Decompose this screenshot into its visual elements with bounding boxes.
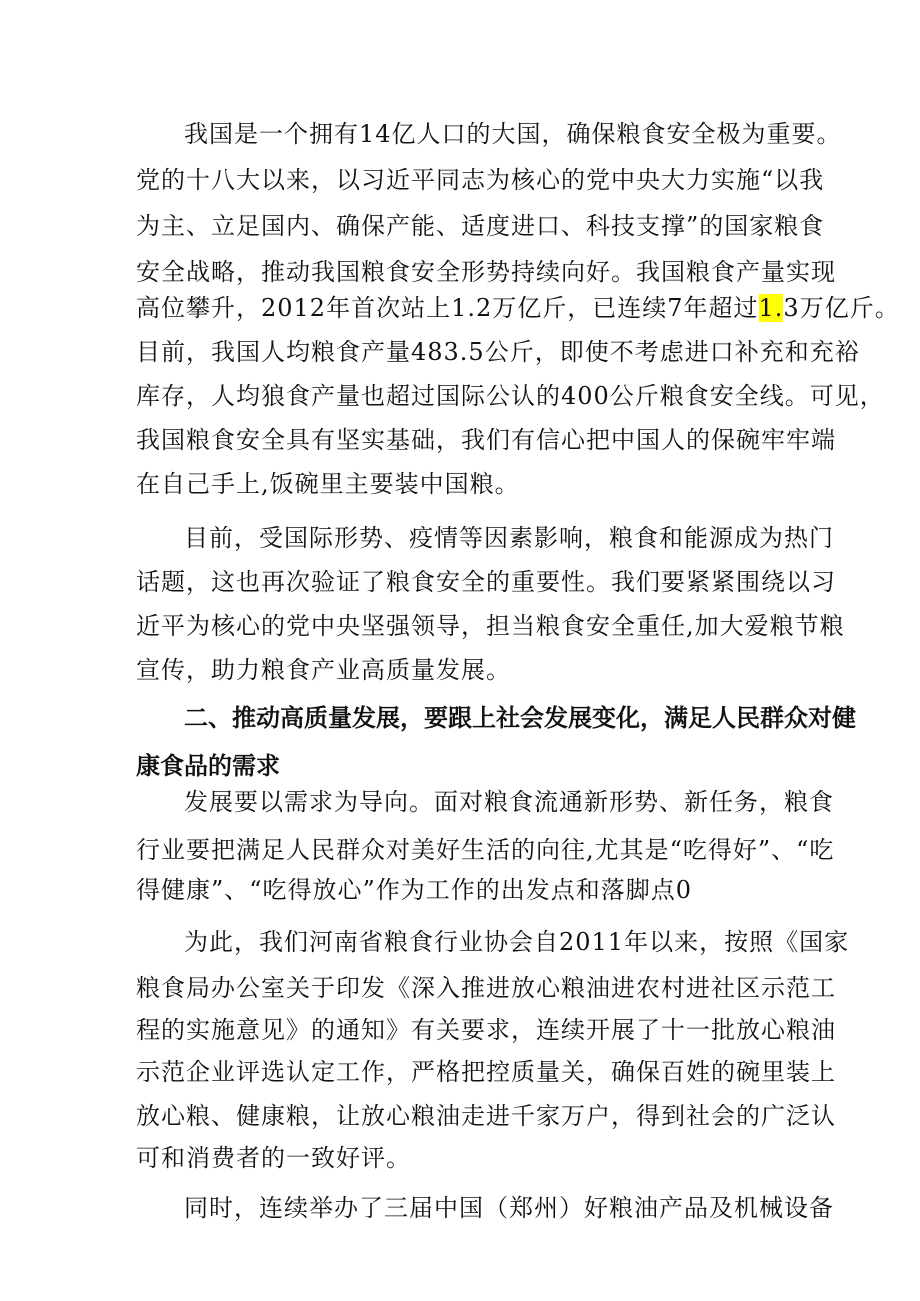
paragraph-1-line-7: 库存，人均狼食产量也超过国际公认的400公斤粮食安全线。可见， <box>136 382 885 410</box>
paragraph-2-line-1: 目前，受国际形势、疫情等因素影响，粮食和能源成为热门 <box>184 524 834 552</box>
section-heading-line-1: 二、推动高质量发展，要跟上社会发展变化，满足人民群众对健 <box>184 704 856 732</box>
paragraph-5-line-1: 同时，连续举办了三届中国（郑州）好粮油产品及机械设备 <box>184 1194 834 1222</box>
paragraph-4-line-1: 为此，我们河南省粮食行业协会自2011年以来，按照《国家 <box>184 928 850 956</box>
paragraph-2-line-4: 宣传，助力粮食产业高质量发展。 <box>136 656 511 684</box>
paragraph-1-line-1: 我国是一个拥有14亿人口的大国，确保粮食安全极为重要。 <box>184 120 842 148</box>
paragraph-4-line-2: 粮食局办公室关于印发《深入推进放心粮油进农村进社区示范工 <box>136 974 836 1002</box>
paragraph-4-line-5: 放心粮、健康粮，让放心粮油走进千家万户，得到社会的广泛认 <box>136 1102 836 1130</box>
paragraph-3-line-1: 发展要以需求为导向。面对粮食流通新形势、新任务，粮食 <box>184 788 834 816</box>
paragraph-3-line-2: 行业要把满足人民群众对美好生活的向往,尤其是“吃得好”、“吃 <box>136 836 835 864</box>
paragraph-1-line-9: 在自己手上,饭碗里主要装中国粮。 <box>136 470 520 498</box>
section-heading-line-2: 康食品的需求 <box>136 752 280 780</box>
paragraph-1-line-5 <box>136 290 900 326</box>
paragraph-1-line-5-before: 高位攀升，2012年首次站上1.2万亿斤，已连续7年超过 <box>136 294 759 322</box>
paragraph-4-line-4: 示范企业评选认定工作，严格把控质量关，确保百姓的碗里装上 <box>136 1058 836 1086</box>
paragraph-1-line-3: 为主、立足国内、确保产能、适度进口、科技支撑”的国家粮食 <box>136 212 825 240</box>
paragraph-4-line-3: 程的实施意见》的通知》有关要求，连续开展了十一批放心粮油 <box>136 1016 836 1044</box>
paragraph-2-line-3: 近平为核心的党中央坚强领导，担当粮食安全重任,加大爱粮节粮 <box>136 612 845 640</box>
paragraph-2-line-2: 话题，这也再次验证了粮食安全的重要性。我们要紧紧围绕以习 <box>136 568 836 596</box>
paragraph-1-line-6: 目前，我国人均粮食产量483.5公斤，即使不考虑进口补充和充裕 <box>136 338 860 366</box>
highlighted-number: 1. <box>758 294 784 322</box>
paragraph-4-line-6: 可和消费者的一致好评。 <box>136 1144 411 1172</box>
paragraph-1-line-8: 我国粮食安全具有坚实基础，我们有信心把中国人的保碗牢牢端 <box>136 426 836 454</box>
paragraph-1-line-2: 党的十八大以来，以习近平同志为核心的党中央大力实施“以我 <box>136 166 825 194</box>
paragraph-1-line-4: 安全战略，推动我国粮食安全形势持续向好。我国粮食产量实现 <box>136 258 836 286</box>
paragraph-3-line-3: 得健康”、“吃得放心”作为工作的出发点和落脚点0 <box>136 876 693 904</box>
paragraph-1-line-5-after: 3万亿斤。 <box>783 294 900 322</box>
